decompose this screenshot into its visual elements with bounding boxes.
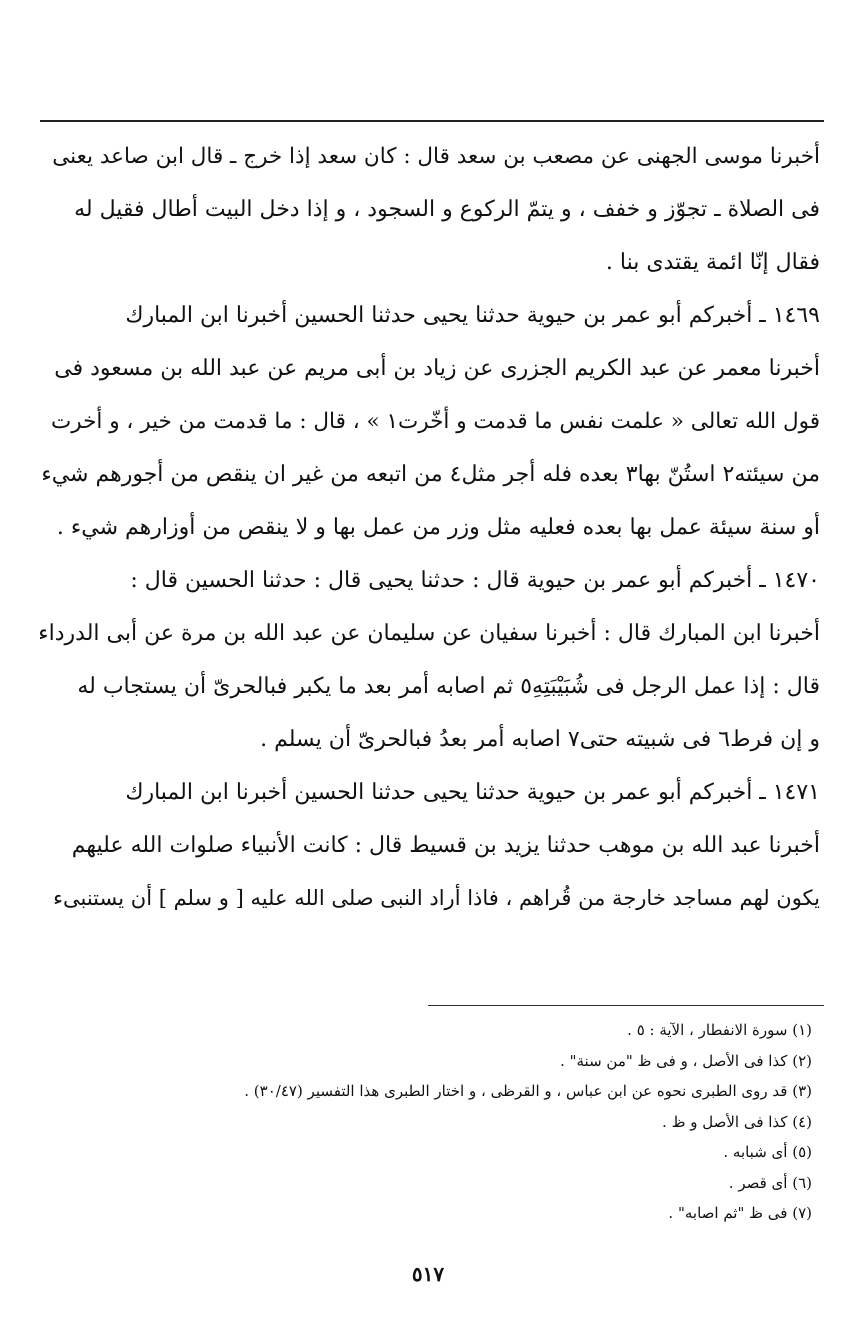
text-line: أخبرنا موسى الجهنى عن مصعب بن سعد قال : كان سعد إذا خرج ـ قال ابن صاعد يعنى	[52, 144, 820, 169]
text-line: قول الله تعالى « علمت نفس ما قدمت و أخّرت١ » ، قال : ما قدمت من خير ، و أخرت	[51, 409, 820, 434]
footnotes-block	[200, 1015, 812, 1229]
text-line: يكون لهم مساجد خارجة من قُراهم ، فاذا أراد النبى صلى الله عليه [ و سلم ] أن يستنبىء	[53, 886, 820, 910]
footnote-item: (٢) كذا فى الأصل ، و فى ظ "من سنة" .	[560, 1051, 812, 1070]
hadith-1471-heading: ١٤٧١ ـ أخبركم أبو عمر بن حيوية حدثنا يحيى حدثنا الحسين أخبرنا ابن المبارك	[125, 780, 820, 805]
text-line: أو سنة سيئة عمل بها بعده فعليه مثل وزر من عمل بها و لا ينقص من أوزارهم شيء .	[56, 515, 820, 540]
header-rule	[40, 120, 824, 122]
main-text-block	[38, 130, 820, 925]
hadith-1469-heading: ١٤٦٩ ـ أخبركم أبو عمر بن حيوية حدثنا يحيى حدثنا الحسين أخبرنا ابن المبارك	[125, 303, 820, 328]
footnote-item: (٤) كذا فى الأصل و ظ .	[662, 1112, 812, 1131]
text-line: أخبرنا عبد الله بن موهب حدثنا يزيد بن قسيط قال : كانت الأنبياء صلوات الله عليهم	[71, 833, 820, 858]
text-line: قال : إذا عمل الرجل فى شُبَيْبَتِهِ٥ ثم اصابه أمر بعد ما يكبر فبالحرىّ أن يستجاب له	[77, 674, 820, 699]
footnote-item: (٣) قد روى الطبرى نحوه عن ابن عباس ، و القرظى ، و اختار الطبرى هذا التفسير (٣٠/٤٧) .	[244, 1082, 812, 1100]
text-line: من سيئته٢ استُنّ بها٣ بعده فله أجر مثل٤ من اتبعه من غير ان ينقص من أجورهم شيء	[41, 462, 820, 487]
footnote-item: (١) سورة الانفطار ، الآية : ٥ .	[627, 1021, 812, 1039]
text-line: أخبرنا معمر عن عبد الكريم الجزرى عن زياد بن أبى مريم عن عبد الله بن مسعود فى	[54, 356, 820, 381]
footnote-rule	[428, 1005, 824, 1006]
footnote-item: (٦) أى قصر .	[728, 1173, 812, 1192]
text-line: فى الصلاة ـ تجوّز و خفف ، و يتمّ الركوع و السجود ، و إذا دخل البيت أطال فقيل له	[74, 197, 820, 222]
footnote-item: (٥) أى شبابه .	[723, 1143, 812, 1161]
text-line: فقال إنّا ائمة يقتدى بنا .	[605, 250, 820, 275]
page-number: ٥١٧	[411, 1262, 445, 1286]
hadith-1470-heading: ١٤٧٠ ـ أخبركم أبو عمر بن حيوية قال : حدثنا يحيى قال : حدثنا الحسين قال :	[130, 568, 820, 593]
text-line: أخبرنا ابن المبارك قال : أخبرنا سفيان عن سليمان عن عبد الله بن مرة عن أبى الدرداء	[38, 621, 820, 646]
text-line: و إن فرط٦ فى شبيته حتى٧ اصابه أمر بعدُ فبالحرىّ أن يسلم .	[260, 727, 820, 752]
footnote-item: (٧) فى ظ "ثم اصابه" .	[668, 1204, 812, 1222]
